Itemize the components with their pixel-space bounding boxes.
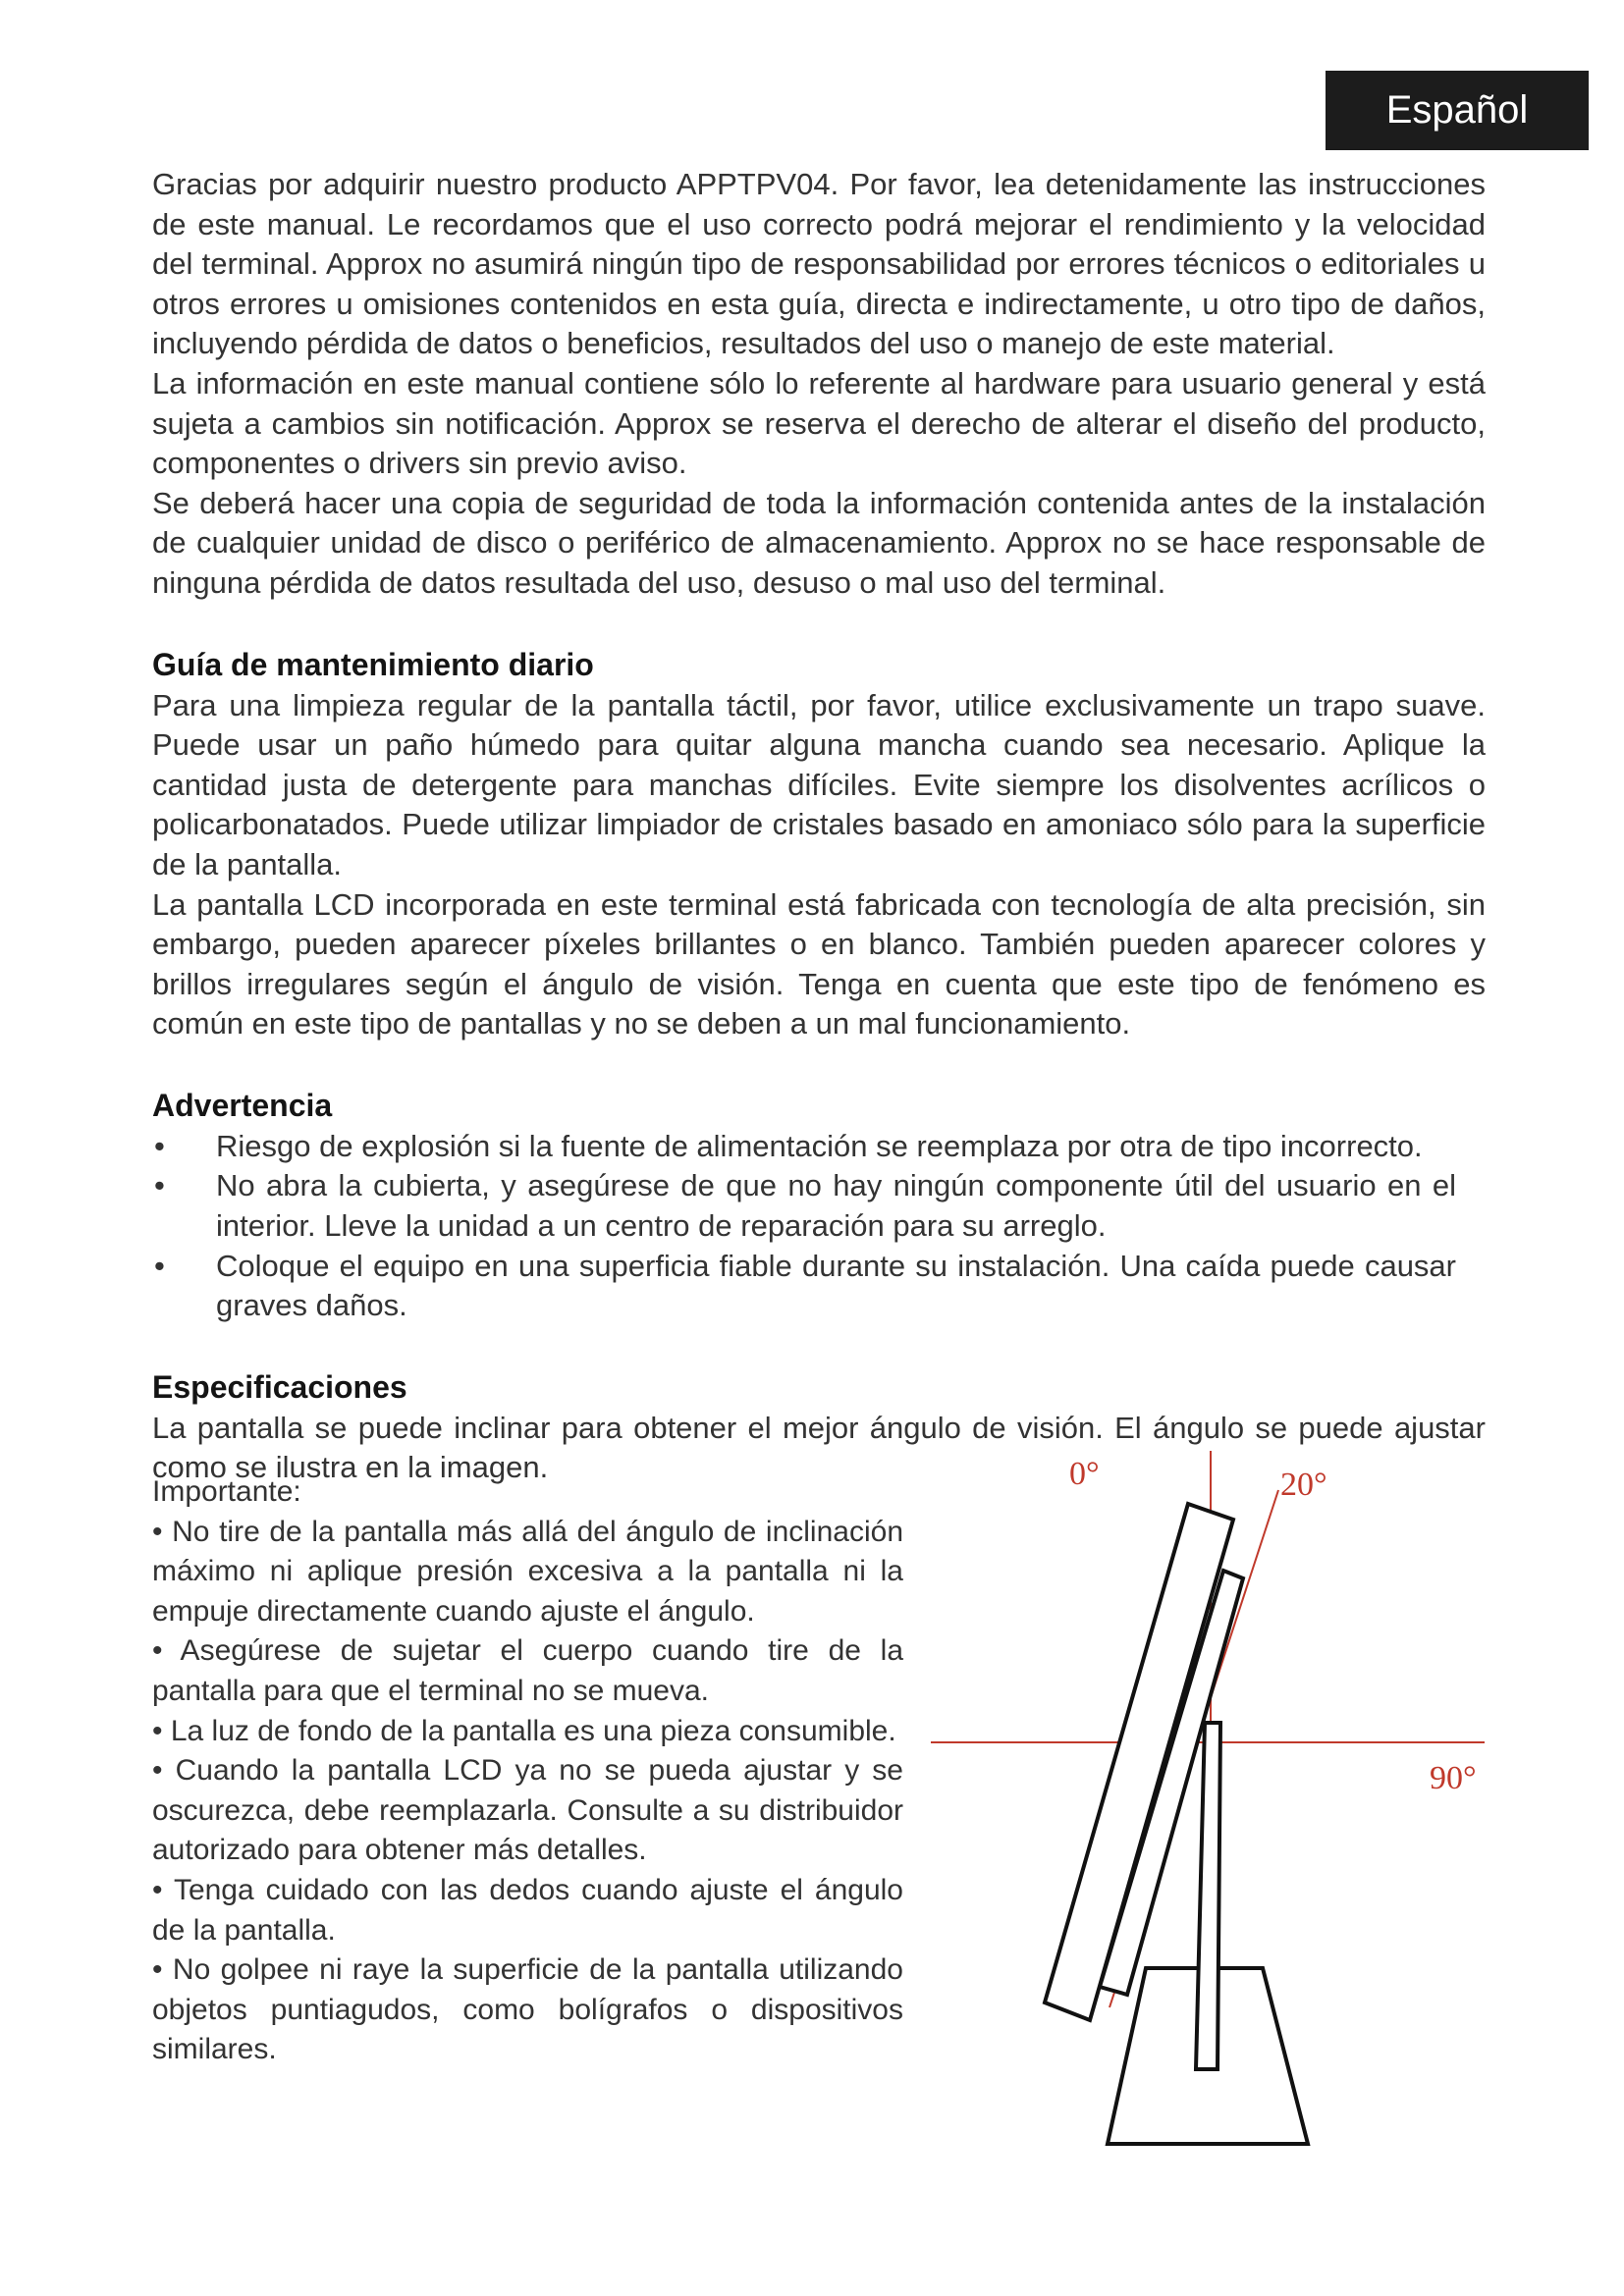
important-item: • La luz de fondo de la pantalla es una pieza consumible. bbox=[152, 1714, 896, 1747]
maintenance-paragraph: La pantalla LCD incorporada en este terminal está fabricada con tecnología de alta precisión, sin embargo, pueden aparecer píxeles brillantes o en blanco. También pueden aparecer colores y brillos irregulares según el ángulo de visión. Tenga en cuenta que este tipo de fenómeno es común en este tipo de pantallas y no se deben a un mal funcionamiento. bbox=[152, 886, 1486, 1041]
warning-item-text: Riesgo de explosión si la fuente de alimentación se reemplaza por otra de tipo incorrecto. bbox=[216, 1128, 1423, 1163]
important-item: • Asegúrese de sujetar el cuerpo cuando tire de la pantalla para que el terminal no se mueva. bbox=[152, 1634, 903, 1707]
important-label: Importante: bbox=[152, 1475, 301, 1508]
important-item: • No tire de la pantalla más allá del ángulo de inclinación máximo ni aplique presión excesiva a la pantalla ni la empuje directamente cuando ajuste el ángulo. bbox=[152, 1515, 903, 1628]
bullet-icon: • bbox=[154, 1128, 165, 1163]
bullet-icon: • bbox=[154, 1168, 165, 1203]
important-item: • Tenga cuidado con las dedos cuando ajuste el ángulo de la pantalla. bbox=[152, 1873, 903, 1947]
intro-section bbox=[152, 165, 1486, 604]
maintenance-section bbox=[152, 643, 1486, 1044]
important-notes bbox=[152, 1472, 903, 2070]
bullet-icon: • bbox=[154, 1248, 165, 1283]
intro-paragraph: Gracias por adquirir nuestro producto APPTPV04. Por favor, lea detenidamente las instrucciones de este manual. Le recordamos que el uso correcto podrá mejorar el rendimiento y la velocidad del terminal. Approx no asumirá ningún tipo de responsabilidad por errores técnicos o editoriales u otros errores u omisiones contenidos en esta guía, directa e indirectamente, u otro tipo de daños, incluyendo pérdida de datos o beneficios, resultados del uso o manejo de este material. bbox=[152, 167, 1486, 361]
warning-item bbox=[152, 1127, 1486, 1167]
angle-label-20: 20° bbox=[1280, 1467, 1327, 1503]
warning-section bbox=[152, 1084, 1486, 1326]
language-tab: Español bbox=[1326, 71, 1589, 150]
tilt-angle-diagram bbox=[913, 1443, 1502, 2169]
specs-paragraph: La pantalla se puede inclinar para obtener el mejor ángulo de visión. El ángulo se puede ajustar como se ilustra en la imagen. bbox=[152, 1410, 1486, 1485]
intro-paragraph: Se deberá hacer una copia de seguridad de toda la información contenida antes de la instalación de cualquier unidad de disco o periférico de almacenamiento. Approx no se hace responsable de ninguna pérdida de datos resultada del uso, desuso o mal uso del terminal. bbox=[152, 485, 1486, 600]
warning-item bbox=[152, 1247, 1486, 1326]
warning-item-text: No abra la cubierta, y asegúrese de que no hay ningún componente útil del usuario en el interior. Lleve la unidad a un centro de reparación para su arreglo. bbox=[216, 1168, 1456, 1244]
warning-item bbox=[152, 1166, 1486, 1246]
warning-heading: Advertencia bbox=[152, 1087, 333, 1123]
intro-paragraph: La información en este manual contiene sólo lo referente al hardware para usuario general y está sujeta a cambios sin notificación. Approx se reserva el derecho de alterar el diseño del producto, componentes o drivers sin previo aviso. bbox=[152, 365, 1486, 481]
maintenance-heading: Guía de mantenimiento diario bbox=[152, 646, 594, 682]
angle-label-0: 0° bbox=[1069, 1456, 1100, 1492]
maintenance-paragraph: Para una limpieza regular de la pantalla táctil, por favor, utilice exclusivamente un trapo suave. Puede usar un paño húmedo para quitar alguna mancha cuando sea necesario. Aplique la cantidad justa de detergente para manchas difíciles. Evite siempre los disolventes acrílicos o policarbonatados. Puede utilizar limpiador de cristales basado en amoniaco sólo para la superficie de la pantalla. bbox=[152, 687, 1486, 881]
stand-post bbox=[1196, 1723, 1220, 2069]
important-item: • Cuando la pantalla LCD ya no se pueda ajustar y se oscurezca, debe reemplazarla. Consulte a su distribuidor autorizado para obtener más detalles. bbox=[152, 1754, 903, 1867]
important-item: • No golpee ni raye la superficie de la pantalla utilizando objetos puntiagudos, como bolígrafos o dispositivos similares. bbox=[152, 1953, 903, 2066]
warning-list bbox=[152, 1127, 1486, 1326]
manual-content bbox=[152, 165, 1486, 1488]
specs-heading: Especificaciones bbox=[152, 1368, 407, 1405]
angle-label-90: 90° bbox=[1430, 1760, 1477, 1796]
warning-item-text: Coloque el equipo en una superficia fiable durante su instalación. Una caída puede causar graves daños. bbox=[216, 1248, 1456, 1323]
